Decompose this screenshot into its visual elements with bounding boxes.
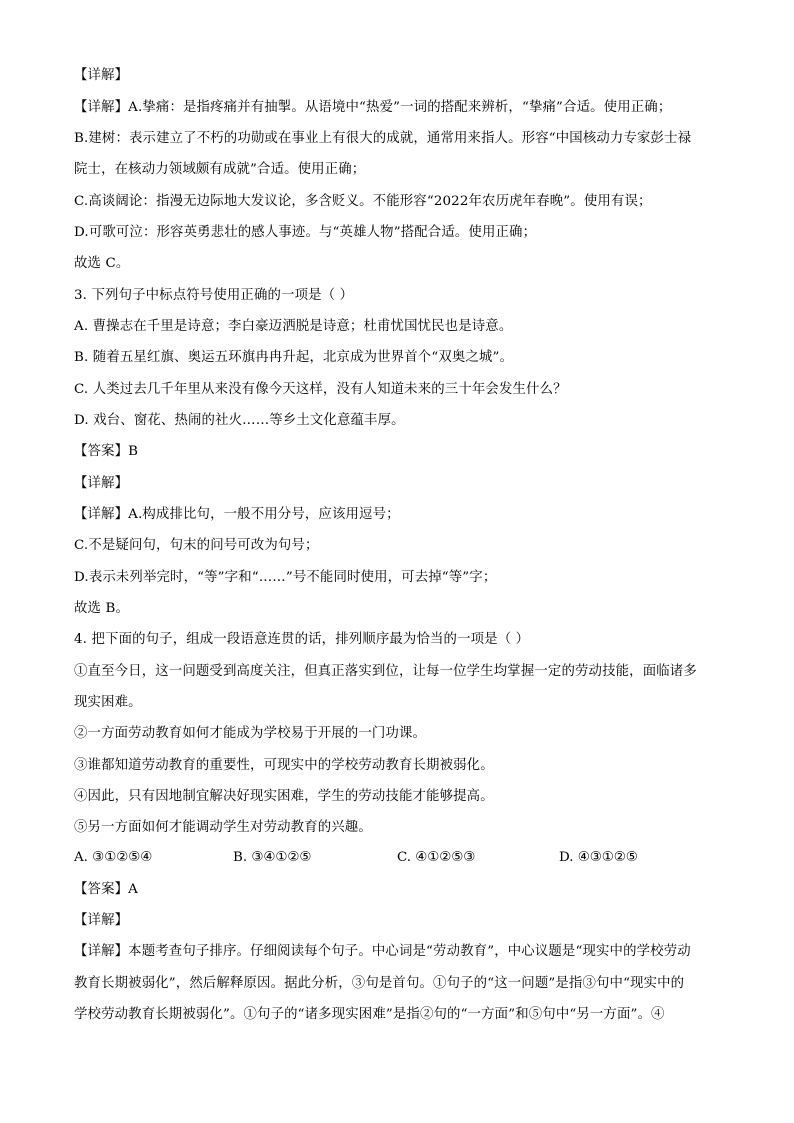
question-3-stem: 3. 下列句子中标点符号使用正确的一项是（ ） bbox=[74, 288, 354, 303]
text-line: 故选 C。 bbox=[74, 256, 130, 271]
sentence-3: ③谁都知道劳动教育的重要性，可现实中的学校劳动教育长期被弱化。 bbox=[74, 758, 494, 773]
text-line: 【详解】A.挚痛：是指疼痛并有抽掣。从语境中“热爱”一词的搭配来辨析，“挚痛”合适。使用正确； bbox=[74, 100, 672, 115]
text-line: D.可歌可泣：形容英勇悲壮的感人事迹。与“英雄人物”搭配合适。使用正确； bbox=[74, 225, 537, 240]
answer-label: 【答案】A bbox=[74, 882, 138, 897]
sentence-2: ②一方面劳动教育如何才能成为学校易于开展的一门功课。 bbox=[74, 726, 427, 741]
text-line: 【详解】本题考查句子排序。仔细阅读每个句子。中心词是“劳动教育”，中心议题是“现实中的学校劳动 bbox=[74, 944, 691, 959]
text-line: 院士，在核动力领域颇有成就”合适。使用正确； bbox=[74, 162, 366, 177]
text-line: 教育长期被弱化”，然后解释原因。据此分析，③句是首句。①句子的“这一问题”是指③句中“现实中的 bbox=[74, 976, 685, 991]
question-4-stem: 4. 把下面的句子，组成一段语意连贯的话，排列顺序最为恰当的一项是（ ） bbox=[74, 632, 530, 647]
text-line: C.不是疑问句，句末的问号可改为句号； bbox=[74, 538, 319, 553]
q4-option-a: A. ③①②⑤④ bbox=[74, 850, 153, 865]
answer-label: 【答案】B bbox=[74, 444, 139, 459]
text-line: B.建树：表示建立了不朽的功勋或在事业上有很大的成就，通常用来指人。形容“中国核动力专家彭士禄 bbox=[74, 131, 692, 146]
option-d: D. 戏台、窗花、热闹的社火……等乡土文化意蕴丰厚。 bbox=[74, 413, 405, 428]
option-c: C. 人类过去几千年里从来没有像今天这样，没有人知道未来的三十年会发生什么？ bbox=[74, 382, 567, 397]
text-line: 【详解】 bbox=[74, 476, 129, 491]
text-line: 学校劳动教育长期被弱化”。①句子的“诸多现实困难”是指②句的“一方面”和⑤句中“另一方面”。④ bbox=[74, 1007, 665, 1022]
q4-option-d: D. ④③①②⑤ bbox=[559, 850, 638, 865]
sentence-5: ⑤另一方面如何才能调动学生对劳动教育的兴趣。 bbox=[74, 820, 372, 835]
option-b: B. 随着五星红旗、奥运五环旗冉冉升起，北京成为世界首个“双奥之城”。 bbox=[74, 350, 514, 365]
option-a: A. 曹操志在千里是诗意；李白豪迈洒脱是诗意；杜甫忧国忧民也是诗意。 bbox=[74, 319, 513, 334]
text-line: C.高谈阔论：指漫无边际地大发议论，多含贬义。不能形容“2022年农历虎年春晚”。使用有误； bbox=[74, 194, 652, 209]
text-line: 【详解】A.构成排比句，一般不用分号，应该用逗号； bbox=[74, 507, 400, 522]
q4-option-b: B. ③④①②⑤ bbox=[233, 850, 312, 865]
sentence-4: ④因此，只有因地制宜解决好现实困难，学生的劳动技能才能够提高。 bbox=[74, 789, 494, 804]
text-line: D.表示未列举完时，“等”字和“……”号不能同时使用，可去掉“等”字； bbox=[74, 570, 497, 585]
sentence-1-cont: 现实困难。 bbox=[74, 695, 142, 710]
text-line: 故选 B。 bbox=[74, 601, 130, 616]
q4-option-c: C. ④①②⑤③ bbox=[397, 850, 476, 865]
text-line: 【详解】 bbox=[74, 913, 129, 928]
text-line: 【详解】 bbox=[74, 68, 129, 83]
sentence-1: ①直至今日，这一问题受到高度关注，但真正落实到位，让每一位学生均掌握一定的劳动技能，面临诸多 bbox=[74, 664, 697, 679]
